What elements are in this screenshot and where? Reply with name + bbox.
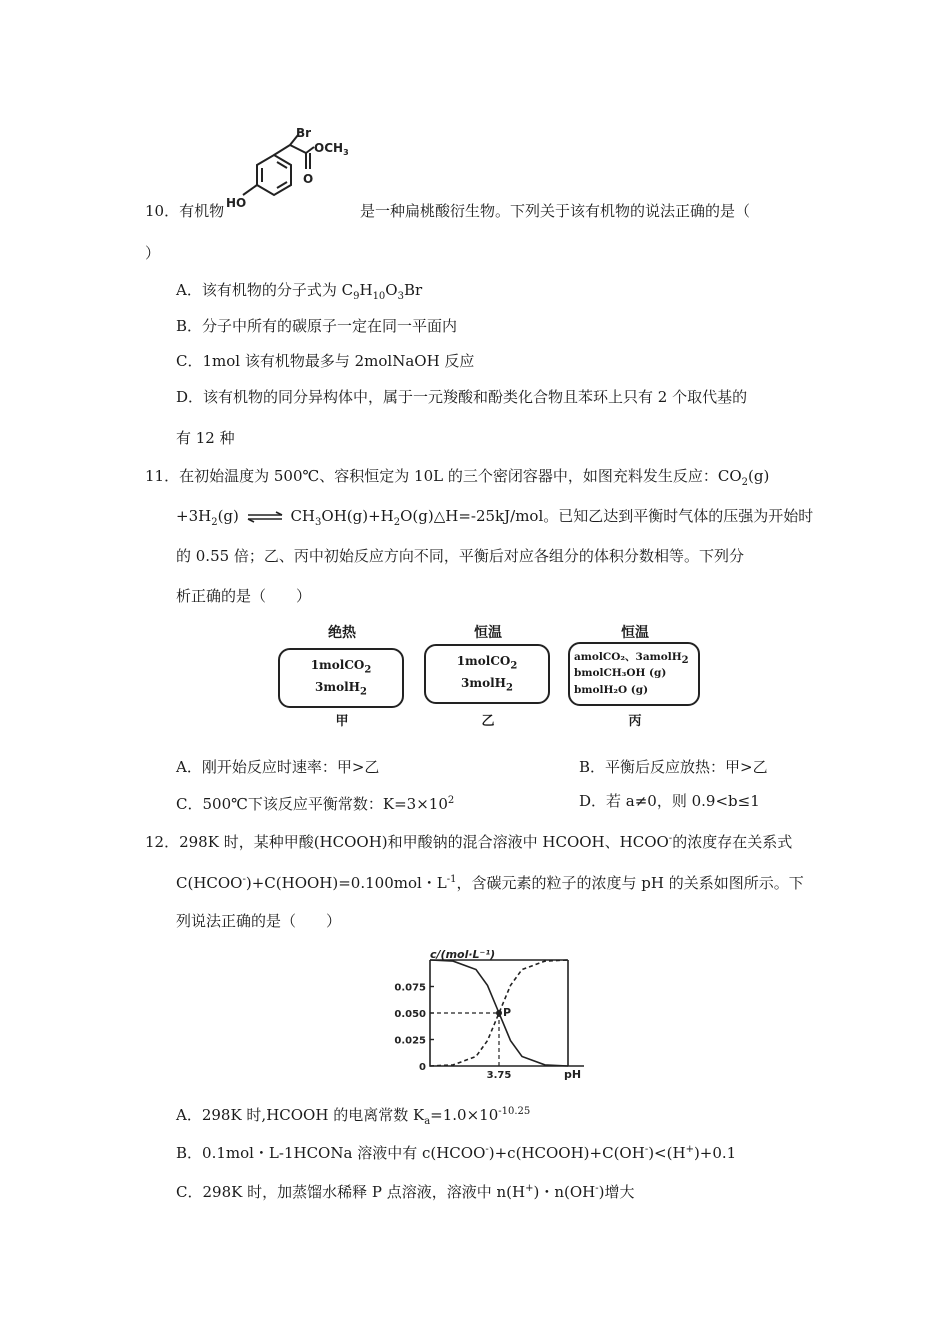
q12-line-1: 12．298K 时，某种甲酸(HCOOH)和甲酸钠的混合溶液中 HCOOH、HCOO-的浓度存在关系式	[145, 833, 793, 851]
container-box	[278, 648, 404, 708]
q12-option-b: B．0.1mol・L-1HCONa 溶液中有 c(HCOO-)+c(HCOOH)+C(OH-)<(H+)+0.1	[176, 1144, 737, 1162]
q11-option-a: A．刚开始反应时速率：甲>乙	[176, 758, 380, 776]
y-tick-label: 0.025	[394, 1035, 426, 1047]
struct-och3-label: $OCH_3$	[314, 141, 349, 157]
q11-line-1: 11．在初始温度为 500℃、容积恒定为 10L 的三个密闭容器中，如图充料发生反应：$CO_2(g)$	[145, 467, 770, 488]
box-line: bmolCH₃OH (g)	[574, 667, 667, 679]
box-line: 1molCO$_2$	[310, 658, 372, 676]
ph-concentration-chart	[392, 944, 592, 1084]
point-p-label: P	[503, 1006, 512, 1019]
q10-option-d: D．该有机物的同分异构体中，属于一元羧酸和酚类化合物且苯环上只有 2 个取代基的	[176, 388, 748, 406]
container-label: 丙	[628, 714, 642, 729]
q10-intro: 10．有机物	[145, 202, 225, 220]
box-line: 3molH$_2$	[315, 680, 367, 698]
container-header: 绝热	[328, 625, 356, 641]
box-line: amolCO₂、3amolH$_2$	[574, 651, 689, 667]
box-line: 3molH$_2$	[461, 676, 513, 694]
x-tick-label: 3.75	[486, 1070, 512, 1081]
q11-option-b: B．平衡后反应放热：甲>乙	[579, 758, 768, 776]
q10-structure-figure	[218, 125, 373, 220]
q10-text: 是一种扁桃酸衍生物。下列关于该有机物的说法正确的是（	[360, 202, 751, 220]
container-yi	[424, 618, 552, 730]
y-axis-label: c/(mol·L⁻¹)	[430, 948, 496, 961]
q10-option-d-cont: 有 12 种	[176, 429, 235, 447]
q10-close-paren: ）	[145, 244, 161, 262]
point-p-marker	[496, 1010, 502, 1016]
q11-line-2: $+3H_2(g)$ $CH_3OH(g)+H_2O(g)\triangle H=-25kJ$/mol。已知乙达到平衡时气体的压强为开始时	[176, 507, 814, 528]
container-header: 恒温	[474, 625, 502, 641]
q12-option-a: A．298K 时,HCOOH 的电离常数 $K_a=1.0\times 10^{-10.25}$	[176, 1106, 531, 1127]
container-label: 甲	[335, 714, 349, 729]
y-tick-label: 0.050	[394, 1009, 426, 1020]
struct-br-label: Br	[296, 126, 312, 140]
container-box	[424, 644, 550, 704]
q11-line-3: 的 0.55 倍；乙、丙中初始反应方向不同，平衡后对应各组分的体积分数相等。下列分	[176, 547, 744, 565]
q11-option-d: D．若 a≠0，则 0.9<b≤1	[579, 792, 760, 810]
struct-o-label: O	[303, 172, 314, 186]
x-axis-label: pH	[564, 1068, 582, 1081]
box-line: 1molCO$_2$	[456, 654, 518, 672]
equilibrium-arrow-icon	[246, 511, 284, 523]
q12-option-c: C．298K 时，加蒸馏水稀释 P 点溶液，溶液中 n(H+)・n(OH-)增大	[176, 1183, 635, 1201]
q10-option-a: A．该有机物的分子式为 $C_9H_{10}O_3Br$	[176, 281, 423, 302]
container-label: 乙	[481, 714, 495, 729]
container-bing	[568, 618, 702, 730]
q10-option-c: C．1mol 该有机物最多与 2molNaOH 反应	[176, 352, 475, 370]
q11-option-c: C．500℃下该反应平衡常数：$K=3\times 10^2$	[176, 795, 455, 813]
q11-line-4: 析正确的是（ ）	[176, 587, 312, 605]
box-line: bmolH₂O (g)	[574, 684, 649, 696]
q12-line-3: 列说法正确的是（ ）	[176, 912, 342, 930]
q11-container-figure	[272, 618, 707, 730]
y-tick-label: 0.075	[394, 982, 426, 994]
struct-ho-label: HO	[226, 196, 247, 210]
q10-option-b: B．分子中所有的碳原子一定在同一平面内	[176, 317, 458, 335]
q12-line-2: C(HCOO-)+C(HOOH)=0.100mol・$L^{-1}$，含碳元素的粒子的浓度与 pH 的关系如图所示。下	[176, 874, 804, 892]
y-tick-label: 0	[419, 1062, 426, 1073]
container-box	[568, 642, 700, 706]
container-jia	[278, 618, 406, 730]
container-header: 恒温	[621, 625, 649, 641]
